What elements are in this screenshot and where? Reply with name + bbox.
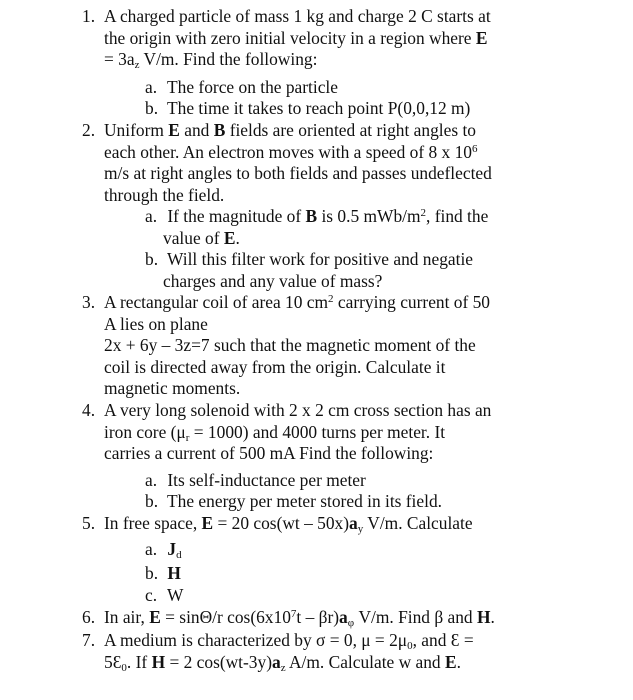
problem-text: m/s at right angles to both fields and passes undeflected (104, 163, 492, 184)
problem-7 (82, 630, 544, 674)
problem-5 (82, 513, 544, 535)
problem-number: 5. (82, 513, 96, 533)
problem-2 (82, 120, 544, 206)
problem-6 (82, 607, 544, 629)
problem-number: 1. (82, 6, 96, 26)
problem-text: each other. An electron moves with a speed of 8 x $10^6$ (104, 141, 478, 162)
problem-number: 3. (82, 292, 96, 312)
problem-number: 4. (82, 400, 96, 420)
problem-text: In air, E = sinΘ/r $\cos(6x10^7t - \beta r)a_\varphi$ V/m. Find β and H. (104, 607, 495, 629)
problem-number: 6. (82, 607, 96, 627)
problem-text: iron core $(\mu_r = 1000)$ and 4000 turns per meter. It (104, 421, 446, 444)
problem-text: 2x + 6y – 3z=7 such that the magnetic moment of the (104, 335, 476, 356)
problem-text: A charged particle of mass 1 kg and charge 2 C starts at (104, 6, 491, 26)
problem-text: Uniform E and B fields are oriented at right angles to (104, 120, 476, 140)
problem-text: magnetic moments. (104, 378, 241, 399)
subpart-1a: a. The force on the particle (145, 77, 338, 97)
problem-text: In free space, E = 20 $\cos(wt - 50x)a_y$ V/m. Calculate (104, 513, 473, 535)
subpart-5b: b. H (145, 563, 181, 583)
problem-text: = $3a_z$ V/m. Find the following: (104, 49, 318, 72)
problem-text: the origin with zero initial velocity in a region where E (104, 27, 488, 48)
subpart-2b-cont: charges and any value of mass? (163, 271, 383, 291)
problem-text: through the field. (104, 184, 225, 205)
problem-text: A very long solenoid with 2 x 2 cm cross section has an (104, 400, 492, 420)
subpart-2a-cont: value of E. (163, 228, 240, 248)
problem-3 (82, 292, 544, 400)
problem-text: A lies on plane (104, 313, 208, 334)
subpart-4a: a. Its self-inductance per meter (145, 470, 366, 490)
problem-text: A medium is characterized by σ = 0, $\mu = 2\mu_0$, and Ɛ = (104, 630, 474, 652)
problem-text: $5Ɛ_0$. If H = 2 $\cos(wt-3y)a_z$ A/m. Calculate w and E. (104, 651, 461, 674)
subpart-1b: b. The time it takes to reach point P(0,0,12 m) (145, 98, 471, 118)
problem-text: carries a current of 500 mA Find the following: (104, 443, 434, 464)
problem-text: A rectangular coil of area 10 $cm^2$ carrying current of 50 (104, 292, 491, 312)
problem-text: coil is directed away from the origin. Calculate it (104, 356, 446, 377)
problem-number: 7. (82, 630, 96, 650)
problem-4 (82, 400, 544, 465)
subpart-2b: b. Will this filter work for positive and negatie (145, 249, 474, 269)
subpart-4b: b. The energy per meter stored in its field. (145, 491, 442, 511)
problem-1 (82, 6, 544, 72)
subpart-2a: a. If the magnitude of B is 0.5 mWb/$m^2$, find the (145, 206, 489, 226)
subpart-5c: c. W (145, 585, 184, 605)
subpart-5a: a. $J_d$ (145, 539, 182, 561)
problem-number: 2. (82, 120, 96, 140)
